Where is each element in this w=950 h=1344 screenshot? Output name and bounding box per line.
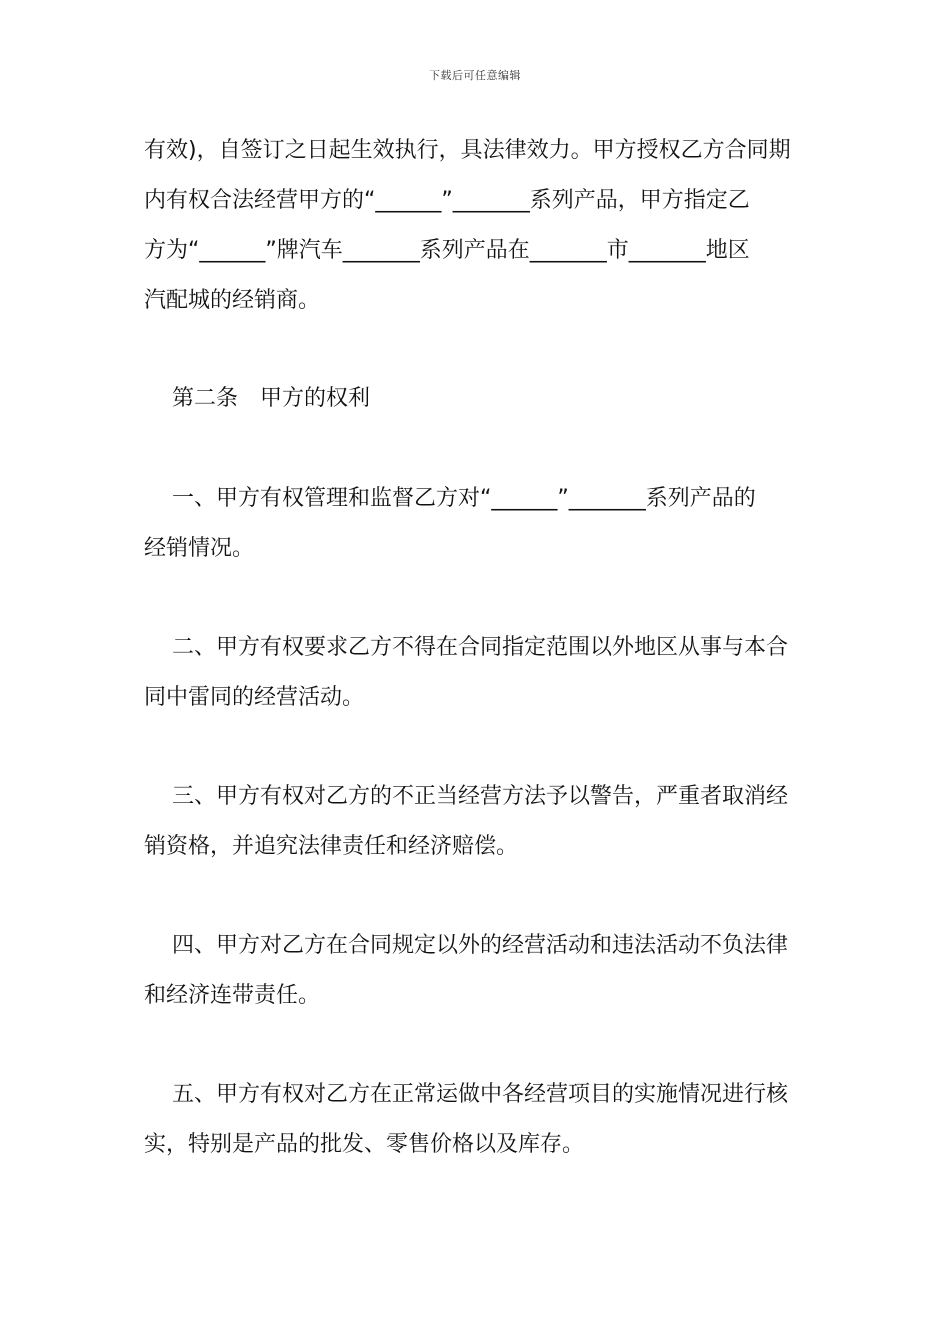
paragraph-line: 二、甲方有权要求乙方不得在合同指定范围以外地区从事与本合 [172, 635, 789, 660]
clause-item-4 [144, 921, 809, 1021]
paragraph-line: 销资格，并追究法律责任和经济赔偿。 [144, 834, 519, 859]
paragraph-line: 三、甲方有权对乙方的不正当经营方法予以警告，严重者取消经 [172, 784, 789, 809]
paragraph-line: 有效)，自签订之日起生效执行，具法律效力。甲方授权乙方合同期 [144, 138, 791, 163]
paragraph-line: 实，特别是产品的批发、零售价格以及库存。 [144, 1132, 585, 1157]
paragraph-line: 内有权合法经营甲方的“______”_______系列产品，甲方指定乙 [144, 188, 750, 213]
paragraph-line: 经销情况。 [144, 536, 255, 561]
clause-item-3 [144, 772, 809, 872]
paragraph-line: 一、甲方有权管理和监督乙方对“______”_______系列产品的 [172, 486, 756, 511]
paragraph-line: 四、甲方对乙方在合同规定以外的经营活动和违法活动不负法律 [172, 933, 789, 958]
paragraph-line: 汽配城的经销商。 [144, 288, 321, 313]
clause-item-1 [144, 474, 809, 574]
page-header: 下载后可任意编辑 [429, 69, 521, 82]
paragraph-line: 和经济连带责任。 [144, 983, 321, 1008]
paragraph-line: 五、甲方有权对乙方在正常运做中各经营项目的实施情况进行核 [172, 1082, 789, 1107]
section-heading-article-2 [144, 374, 809, 424]
section-heading-text: 第二条 甲方的权利 [172, 386, 371, 411]
clause-item-5 [144, 1070, 809, 1170]
paragraph-line: 同中雷同的经营活动。 [144, 685, 365, 710]
clause-item-2 [144, 623, 809, 723]
paragraph-authorization [144, 126, 809, 326]
paragraph-line: 方为“______”牌汽车_______系列产品在_______市_______地区 [144, 238, 750, 263]
